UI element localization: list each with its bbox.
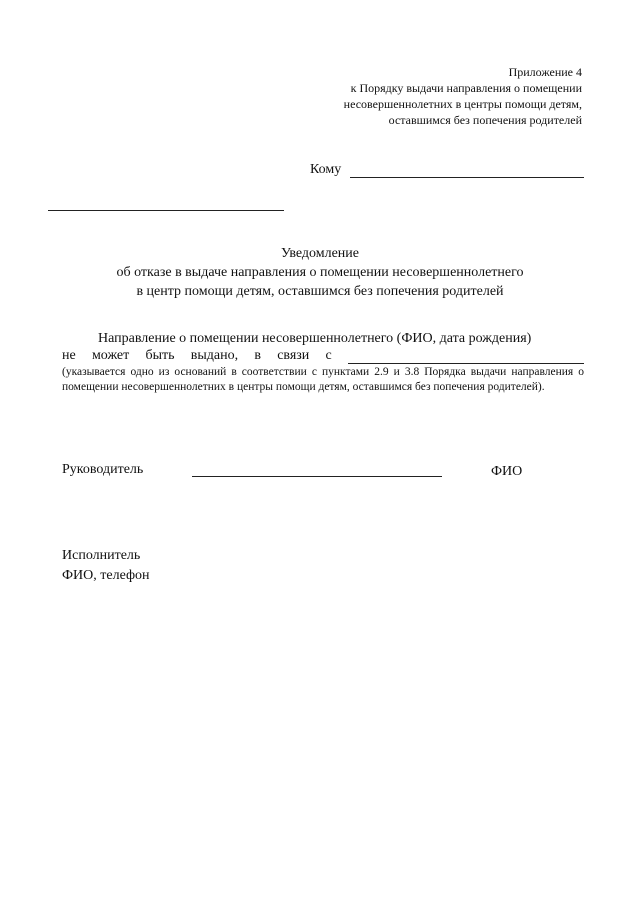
- body-word: выдано,: [190, 348, 239, 363]
- notice-body: [62, 330, 584, 395]
- executor-contact: ФИО, телефон: [62, 568, 150, 583]
- recipient-blank-line-2: [48, 198, 284, 211]
- reason-note: (указывается одно из оснований в соответствии с пунктами 2.9 и 3.8 Порядка выдачи направления о помещении несовершеннолетних в центры помощи детям, оставшимся без попечения родителей).: [62, 366, 584, 393]
- appendix-ref-line: несовершеннолетних в центры помощи детям,: [343, 97, 582, 111]
- reason-blank-line: [348, 349, 584, 364]
- body-word: с: [325, 348, 332, 363]
- recipient-blank-line: [350, 163, 584, 178]
- body-word: может: [91, 348, 130, 363]
- reason-row: [62, 347, 584, 364]
- recipient-label: Кому: [310, 162, 342, 177]
- appendix-ref-line: к Порядку выдачи направления о помещении: [350, 81, 582, 95]
- notice-title: [60, 244, 580, 301]
- body-word: связи: [277, 348, 310, 363]
- appendix-ref-line: оставшимся без попечения родителей: [388, 113, 582, 127]
- title-heading: Уведомление: [280, 246, 359, 261]
- body-paragraph: Направление о помещении несовершеннолетнего (ФИО, дата рождения): [98, 331, 532, 346]
- body-word: не: [62, 348, 76, 363]
- signature-blank-line: [192, 476, 442, 477]
- body-word: быть: [145, 348, 175, 363]
- executor-block: [62, 546, 150, 586]
- signature-label: Руководитель: [62, 462, 144, 477]
- recipient-block: [300, 158, 584, 178]
- title-subline: об отказе в выдаче направления о помещении несовершеннолетнего: [116, 265, 524, 280]
- executor-label: Исполнитель: [62, 548, 141, 563]
- title-subline: в центр помощи детям, оставшимся без попечения родителей: [136, 284, 504, 299]
- signature-row: [62, 462, 542, 482]
- appendix-header: [252, 64, 582, 128]
- appendix-number: Приложение 4: [508, 65, 582, 79]
- signature-fio: ФИО: [491, 464, 523, 479]
- body-word: в: [254, 348, 261, 363]
